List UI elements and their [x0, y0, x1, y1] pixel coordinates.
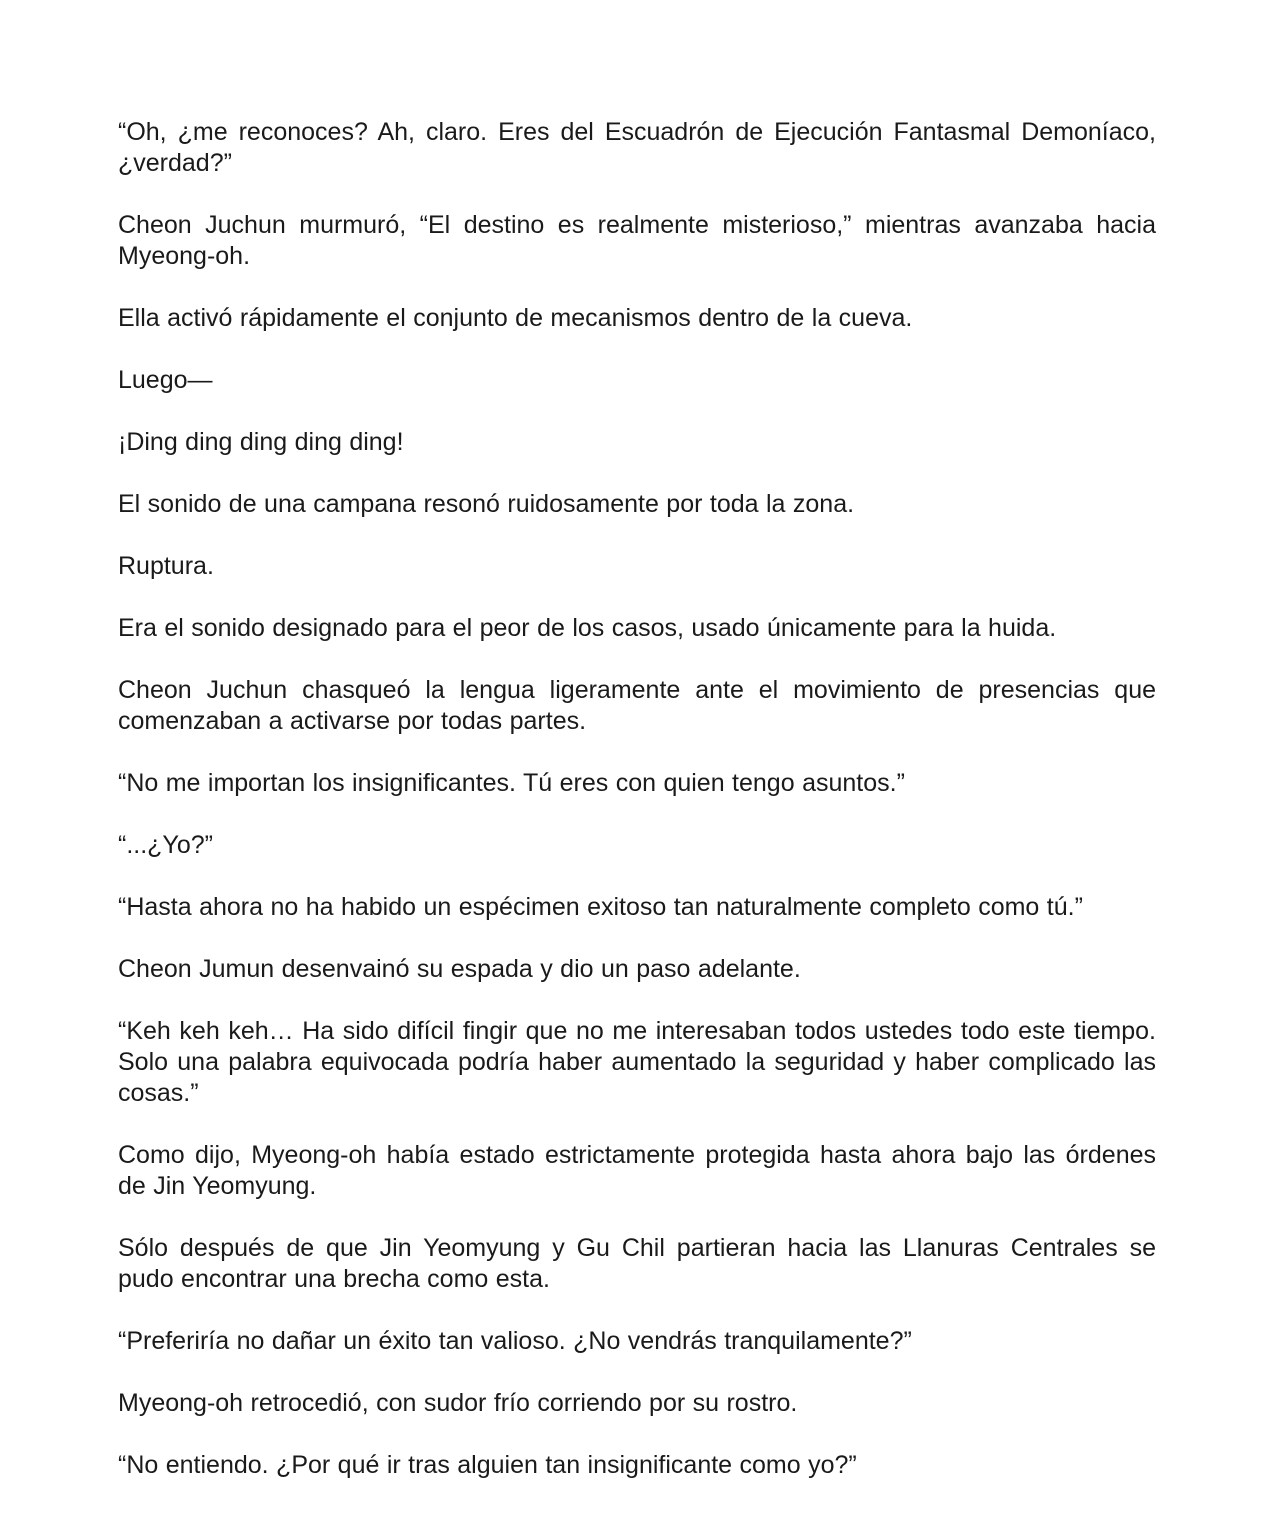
paragraph: “Keh keh keh… Ha sido difícil fingir que no me interesaban todos ustedes todo este tiempo. Solo una palabra equivocada podría haber aumentado la seguridad y haber complicado las cosas.” [118, 1017, 1156, 1107]
paragraph: Luego— [118, 366, 213, 394]
paragraph: “...¿Yo?” [118, 831, 213, 859]
paragraph: Cheon Jumun desenvainó su espada y dio un paso adelante. [118, 955, 801, 983]
paragraph: Myeong-oh retrocedió, con sudor frío corriendo por su rostro. [118, 1389, 798, 1417]
paragraph: ¡Ding ding ding ding ding! [118, 428, 404, 456]
paragraph: Sólo después de que Jin Yeomyung y Gu Chil partieran hacia las Llanuras Centrales se pudo encontrar una brecha como esta. [118, 1234, 1156, 1293]
paragraph: Cheon Juchun murmuró, “El destino es realmente misterioso,” mientras avanzaba hacia Myeong-oh. [118, 211, 1156, 270]
paragraph: “No me importan los insignificantes. Tú eres con quien tengo asuntos.” [118, 769, 905, 797]
paragraph: Cheon Juchun chasqueó la lengua ligeramente ante el movimiento de presencias que comenzaban a activarse por todas partes. [118, 676, 1156, 735]
paragraph: Ella activó rápidamente el conjunto de mecanismos dentro de la cueva. [118, 304, 913, 332]
paragraph: “Hasta ahora no ha habido un espécimen exitoso tan naturalmente completo como tú.” [118, 893, 1083, 921]
paragraph: Era el sonido designado para el peor de los casos, usado únicamente para la huida. [118, 614, 1057, 642]
paragraph: Como dijo, Myeong-oh había estado estrictamente protegida hasta ahora bajo las órdenes de Jin Yeomyung. [118, 1141, 1156, 1200]
paragraph: “Oh, ¿me reconoces? Ah, claro. Eres del Escuadrón de Ejecución Fantasmal Demoníaco, ¿verdad?” [118, 118, 1156, 177]
paragraph: El sonido de una campana resonó ruidosamente por toda la zona. [118, 490, 855, 518]
body-text [118, 117, 1156, 1512]
paragraph: Ruptura. [118, 552, 214, 580]
paragraph: “No entiendo. ¿Por qué ir tras alguien tan insignificante como yo?” [118, 1451, 857, 1479]
paragraph: “Preferiría no dañar un éxito tan valioso. ¿No vendrás tranquilamente?” [118, 1327, 912, 1355]
